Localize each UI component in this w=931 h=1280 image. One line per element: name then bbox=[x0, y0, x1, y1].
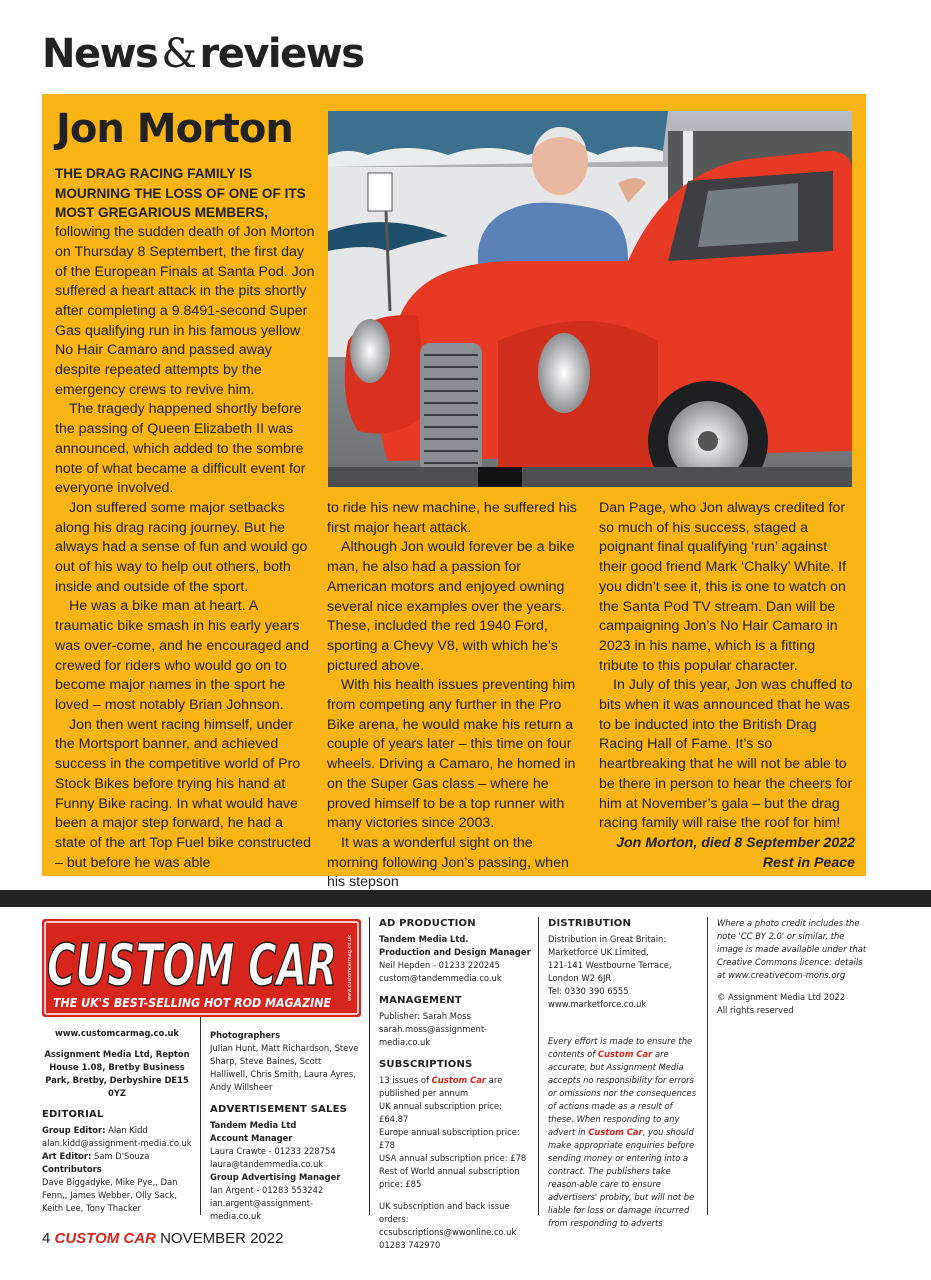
article-intro: THE DRAG RACING FAMILY IS MOURNING THE LOSS OF ONE OF ITS MOST GREGARIOUS MEMBERS, bbox=[55, 166, 306, 221]
subscriptions-heading: SUBSCRIPTIONS bbox=[379, 1059, 473, 1070]
editorial-heading: EDITORIAL bbox=[42, 1109, 104, 1120]
paragraph: Jon suffered some major setbacks along his drag racing journey. But he always had a sense of fun and would go out of his way to help out others, both inside and outside of the sport. bbox=[55, 499, 308, 595]
text-column-1 bbox=[55, 164, 315, 873]
footer-brand: CUSTOM CAR bbox=[54, 1230, 156, 1247]
group-editor-email: alan.kidd@assignment-media.co.uk bbox=[42, 1138, 192, 1148]
logo-tagline: THE UK'S BEST-SELLING HOT ROD MAGAZINE bbox=[53, 996, 332, 1010]
text-column-3 bbox=[599, 499, 855, 873]
car-photo bbox=[328, 111, 852, 487]
text-column-2 bbox=[327, 499, 583, 893]
masthead-production: AD PRODUCTION Tandem Media Ltd. Production and Design Manager Neil Hepden - 01233 220245 custom@tandemmedia.co.uk MANAGEMENT Publisher: Sarah Moss sarah.moss@assignment-media.co.uk SUBSCRIPTIONS 13 issues of Custom Car are published per annum UK annual subscription price: £64.87 Europe annual subscription price: £78 USA annual subscription price: £78 Rest of World annual subscription price: £85 UK subscription and back issue orders: ccsubscriptions@wwonline.co.uk 01283 742970 bbox=[379, 918, 531, 1250]
paragraph: The tragedy happened shortly before the passing of Queen Elizabeth II was announced, which added to the sombre note of what became a difficult event for everyone involved. bbox=[55, 401, 306, 497]
page-number: 4 bbox=[42, 1230, 51, 1247]
management-heading: MANAGEMENT bbox=[379, 995, 462, 1006]
column-divider bbox=[200, 1017, 201, 1215]
divider-bar bbox=[0, 890, 931, 907]
paragraph: It was a wonderful sight on the morning following Jon’s passing, when his stepson bbox=[327, 834, 569, 891]
paragraph: With his health issues preventing him from competing any further in the Pro Bike arena, he would make his return a couple of years later – this time on four wheels. Driving a Camaro, he homed in on the Super Gas class – where he proved himself to be a top runner with many victories since 2003. bbox=[327, 677, 576, 832]
paragraph: He was a bike man at heart. A traumatic bike smash in his early years was over-come, and he encouraged and crewed for riders who would go on to become major names in the sport he loved – most notably Brian Johnson. bbox=[55, 598, 309, 713]
paragraph: In July of this year, Jon was chuffed to bits when it was announced that he was to be inducted into the British Drag Racing Hall of Fame. It’s so heartbreaking that he will not be able to be there in person to hear the cheers for him at November’s gala – but the drag racing family will raise the roof for him! bbox=[599, 677, 853, 832]
paragraph: Jon then went racing himself, under the Mortsport banner, and achieved success in the competitive world of Pro Stock Bikes before trying his hand at Funny Bike racing. In what would have been a major step forward, he had a state of the art Top Fuel bike constructed – but before he was able bbox=[55, 716, 312, 871]
distribution-heading: DISTRIBUTION bbox=[548, 918, 632, 929]
photographers-list: Julian Hunt, Matt Richardson, Steve Sharp, Steve Baines, Scott Halliwell, Chris Smith, Laura Ayres, Andy Willsheer bbox=[210, 1043, 359, 1092]
signoff-line: Jon Morton, died 8 September 2022 bbox=[616, 834, 855, 851]
photo-credit-note: Where a photo credit includes the note 'CC BY 2.0' or similar, the image is made available under that Creative Commons licence: details at www.creativecom-mons.org bbox=[717, 918, 867, 980]
signoff-rip: Rest in Peace bbox=[762, 854, 855, 871]
column-divider bbox=[707, 917, 708, 1215]
issue-date: NOVEMBER 2022 bbox=[160, 1230, 284, 1247]
contributors-label: Contributors bbox=[42, 1164, 102, 1174]
paragraph: to ride his new machine, he suffered his first major heart attack. bbox=[327, 500, 577, 536]
section-title: News & reviews bbox=[42, 31, 364, 77]
paragraph: following the sudden death of Jon Morton on Thursday 8 Septembert, the first day of the European Finals at Santa Pod. Jon suffered a heart attack in the pits shortly after completing a 9.8491-second Super Gas qualifying run in his famous yellow No Hair Camaro and passed away despite repeated attempts by the emergency crews to revive him. bbox=[55, 224, 315, 398]
masthead-editorial: www.customcarmag.co.uk Assignment Media Ltd, Repton House 1.08, Bretby Business Park, Bretby, Derbyshire DE15 0YZ EDITORIAL Group Editor: Alan Kidd alan.kidd@assignment-media.co.uk Art Editor: Sam D'Souza Contributors Dave Biggadyke, Mike Pye,, Dan Fenn,, James Webber, Olly Sack, Keith Lee, Tony Thacker bbox=[42, 1028, 192, 1213]
column-divider bbox=[369, 917, 370, 1215]
disclaimer: Every effort is made to ensure the contents of Custom Car are accurate, but Assignment Media accepts no responsibility for errors or omissions nor the consequences of actions made as a result of these. When responding to any advert in Custom Car, you should make appropriate enquiries before sending money or entering into a contract. The publishers take reason-able care to ensure advertisers' probity, but will not be liable for loss or damage incurred from responding to adverts bbox=[548, 1036, 697, 1228]
contributors-list: Dave Biggadyke, Mike Pye,, Dan Fenn,, James Webber, Olly Sack, Keith Lee, Tony Thacker bbox=[42, 1177, 178, 1213]
ad-sales-heading: ADVERTISEMENT SALES bbox=[210, 1104, 348, 1115]
ampersand: & bbox=[161, 31, 196, 77]
headline: Jon Morton bbox=[56, 106, 293, 152]
publisher-address: Assignment Media Ltd, Repton House 1.08, Bretby Business Park, Bretby, Derbyshire DE15 0YZ bbox=[44, 1049, 190, 1098]
copyright: © Assignment Media Ltd 2022 bbox=[717, 992, 846, 1002]
logo-side-url: www.customcarmag.co.uk bbox=[347, 935, 353, 1001]
page-footer bbox=[42, 1230, 283, 1247]
paragraph: Dan Page, who Jon always credited for so much of his success, staged a poignant final qualifying ‘run’ against their good friend Mark ‘Chalky’ White. If you didn’t see it, this is one to watch on the Santa Pod TV stream. Dan will be campaigning Jon’s No Hair Camaro in 2023 in his name, which is a fitting tribute to this popular character. bbox=[599, 500, 847, 674]
masthead-credits bbox=[717, 917, 867, 1017]
logo-title: CUSTOM CAR bbox=[47, 931, 337, 999]
ad-production-heading: AD PRODUCTION bbox=[379, 918, 476, 929]
paragraph: Although Jon would forever be a bike man, he also had a passion for American motors and enjoyed owning several nice examples over the years. These, included the red 1940 Ford, sporting a Chevy V8, with which he’s pictured above. bbox=[327, 539, 575, 674]
masthead-distribution: DISTRIBUTION Distribution in Great Britain: Marketforce UK Limited, 121-141 Westbourne Terrace, London W2 6JR Tel: 0330 390 6555 www.marketforce.co.uk Every effort is made to ensure the contents of Custom Car are accurate, but Assignment Media accepts no responsibility for errors or omissions nor the consequences of actions made as a result of these. When responding to any advert in Custom Car, you should make appropriate enquiries before sending money or entering into a contract. The publishers take reason-able care to ensure advertisers' probity, but will not be liable for loss or damage incurred from responding to adverts bbox=[548, 918, 697, 1228]
custom-car-logo bbox=[42, 919, 361, 1017]
article-panel bbox=[42, 94, 866, 891]
rights: All rights reserved bbox=[717, 1005, 794, 1015]
masthead-photographers: Photographers Julian Hunt, Matt Richardson, Steve Sharp, Steve Baines, Scott Halliwell, Chris Smith, Laura Ayres, Andy Willsheer ADVERTISEMENT SALES Tandem Media Ltd Account Manager Laura Crawte - 01233 228754 laura@tandemmedia.co.uk Group Advertising Manager Ian Argent - 01283 553242 ian.argent@assignment-media.co.uk bbox=[210, 1030, 359, 1221]
column-divider bbox=[538, 917, 539, 1215]
website: www.customcarmag.co.uk bbox=[55, 1028, 179, 1038]
